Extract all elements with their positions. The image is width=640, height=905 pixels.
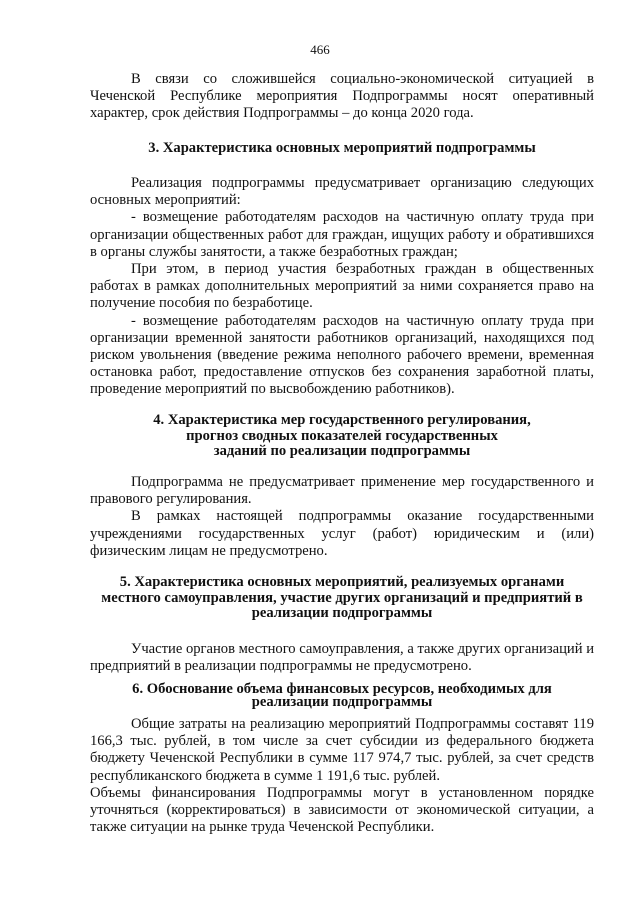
section-6-paragraph: Объемы финансирования Подпрограммы могут в установленном порядке уточняться (корректироваться) в зависимости от экономической ситуации, а также ситуации на рынке труда Чеченской Республики. — [90, 784, 594, 836]
section-5-paragraph: Участие органов местного самоуправления, а также других организаций и предприятий в реализации подпрограммы не предусмотрено. — [90, 641, 594, 675]
section-4-body — [90, 474, 594, 560]
section-4-heading-line: заданий по реализации подпрограммы — [213, 443, 471, 460]
section-3-paragraph: - возмещение работодателям расходов на частичную оплату труда при организации временной занятости работников организаций, находящихся под риском увольнения (введение режима неполного рабочего времени, временная остановка работ, предоставление отпусков без сохранения заработной платы, проведение мероприятий по высвобождению работников). — [90, 312, 594, 398]
intro-paragraph: В связи со сложившейся социально-экономической ситуацией в Чеченской Республике мероприятия Подпрограммы носят оперативный характер, срок действия Подпрограммы – до конца 2020 года. — [90, 71, 594, 122]
section-3-body — [90, 175, 594, 399]
section-4-heading-block — [90, 413, 594, 460]
section-4-paragraph: Подпрограмма не предусматривает применение мер государственного и правового регулирования. — [90, 474, 594, 508]
section-4-paragraph: В рамках настоящей подпрограммы оказание государственными учреждениями государственных услуг (работ) юридическим и (или) физическим лицам не предусмотрено. — [90, 508, 594, 559]
section-3-paragraph: При этом, в период участия безработных граждан в общественных работах в рамках дополнительных мероприятий за ними сохраняется право на получение пособия по безработице. — [90, 261, 594, 312]
section-3-heading-block — [90, 141, 594, 157]
section-5-heading-line: 5. Характеристика основных мероприятий, реализуемых органами — [119, 574, 565, 590]
section-3-heading: 3. Характеристика основных мероприятий подпрограммы — [148, 140, 536, 156]
section-5-body — [90, 641, 594, 675]
section-6-heading-block — [90, 683, 594, 709]
section-6-paragraph: Общие затраты на реализацию мероприятий Подпрограммы составят 119 166,3 тыс. рублей, в том числе за счет субсидии из федерального бюджета бюджету Чеченской Республики в сумме 117 974,7 тыс. рублей, за счет средств республиканского бюджета в сумме 1 191,6 тыс. рублей. — [90, 716, 594, 784]
section-3-paragraph: Реализация подпрограммы предусматривает организацию следующих основных мероприятий: — [90, 175, 594, 209]
section-4-heading-line: 4. Характеристика мер государственного регулирования, — [153, 412, 531, 428]
section-6-heading-line: реализации подпрограммы — [251, 694, 433, 710]
intro-block — [90, 71, 594, 123]
section-4-heading-line: прогноз сводных показателей государственных — [186, 427, 498, 444]
section-5-heading-block — [90, 575, 594, 622]
page-number: 466 — [310, 42, 330, 57]
section-5-heading-line: местного самоуправления, участие других организаций и предприятий в — [101, 589, 583, 606]
section-6-heading-line: 6. Обоснование объема финансовых ресурсов, необходимых для — [132, 681, 552, 697]
section-6-body — [90, 716, 594, 836]
section-3-paragraph: - возмещение работодателям расходов на частичную оплату труда при организации общественных работ для граждан, ищущих работу и обратившихся в органы службы занятости, а также безработных граждан; — [90, 209, 594, 260]
section-5-heading-line: реализации подпрограммы — [251, 605, 433, 622]
